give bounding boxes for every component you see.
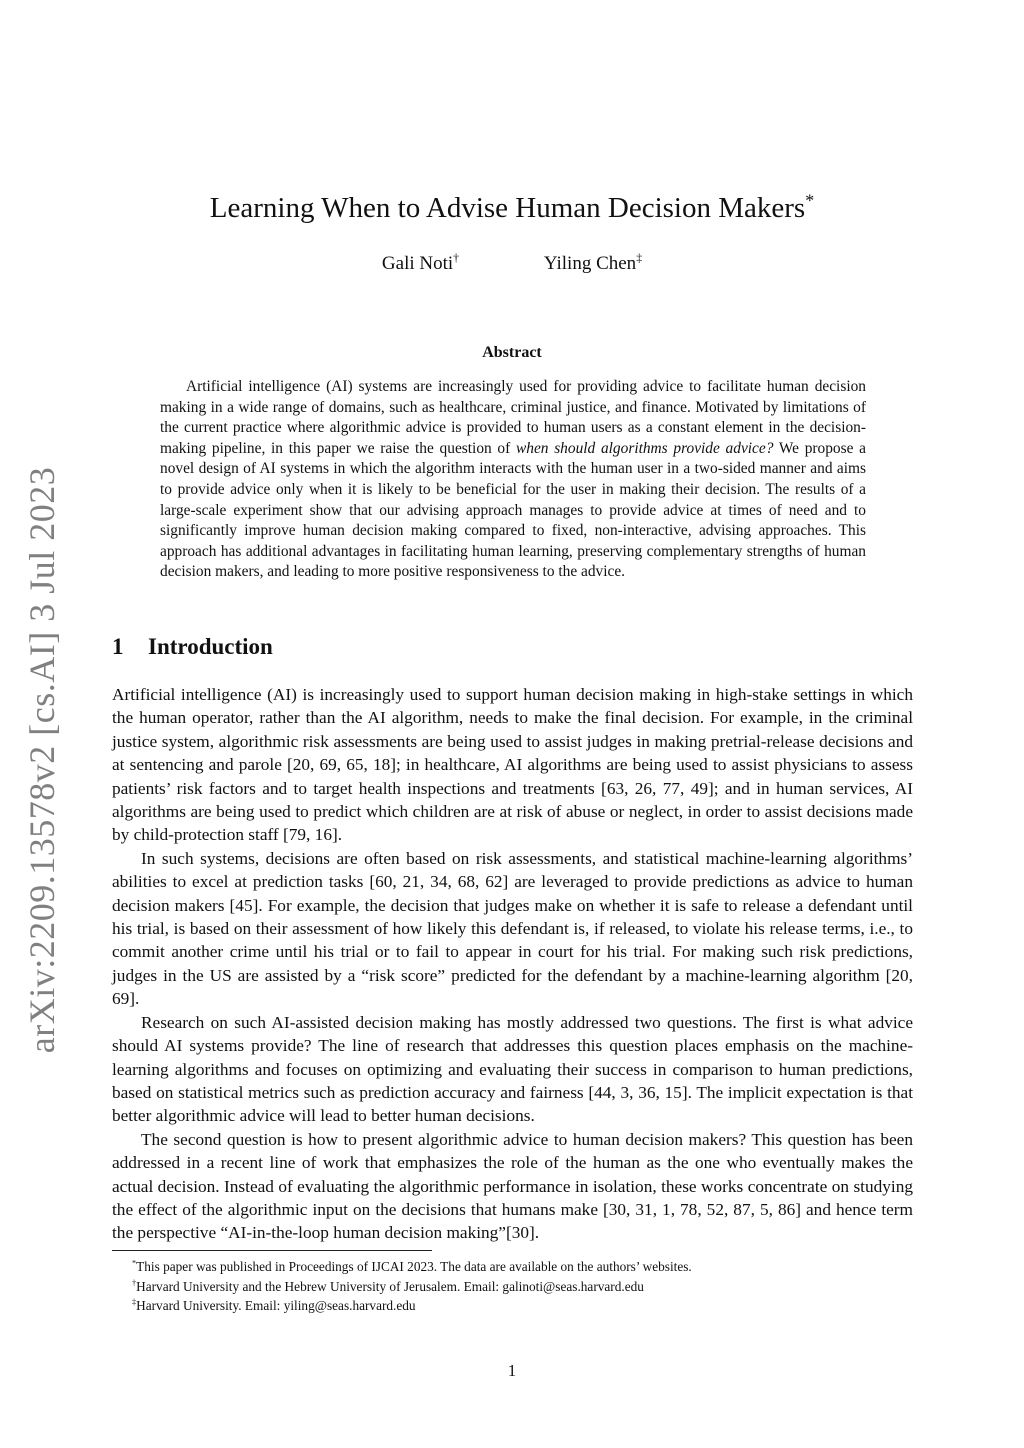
arxiv-identifier: arXiv:2209.13578v2 [cs.AI] 3 Jul 2023: [22, 466, 62, 1054]
introduction-body: [112, 683, 913, 1245]
footnote-mark: †: [132, 1278, 137, 1288]
section-heading: [112, 634, 273, 660]
footnote: [112, 1277, 913, 1297]
author-name: [382, 253, 459, 275]
abstract-heading: Abstract: [482, 344, 542, 361]
page-number: 1: [507, 1361, 517, 1380]
footnote: [112, 1296, 913, 1316]
paragraph: In such systems, decisions are often based on risk assessments, and statistical machine-learning algorithms’ abilities to excel at prediction tasks [60, 21, 34, 68, 62] are leveraged to provide predictions as advice to human decision makers [45]. For example, the decision that judges make on whether it is safe to release a defendant until his trial, is based on their assessment of how likely this defendant is, if released, to violate his release terms, i.e., to commit another crime until his trial or to fail to appear in court for his trial. For making such risk predictions, judges in the US are assisted by a “risk score” predicted for the defendant by a machine-learning algorithm [20, 69].: [112, 848, 913, 1009]
paragraph: The second question is how to present algorithmic advice to human decision makers? This question has been addressed in a recent line of work that emphasizes the role of the human as the one who eventually makes the actual decision. Instead of evaluating the algorithmic performance in isolation, these works concentrate on studying the effect of the algorithmic input on the decisions that humans make [30, 31, 1, 78, 52, 87, 5, 86] and hence term the perspective “AI-in-the-loop human decision making”[30].: [112, 1129, 913, 1243]
author-name-text: Gali Noti: [381, 253, 454, 274]
footnotes: [112, 1257, 913, 1316]
abstract-emphasis: when should algorithms provide advice?: [515, 439, 774, 457]
footnote-text: Harvard University. Email: yiling@seas.harvard.edu: [136, 1298, 416, 1313]
paragraph: Research on such AI-assisted decision making has mostly addressed two questions. The first is what advice should AI systems provide? The line of research that addresses this question places emphasis on the machine-learning algorithms and focuses on optimizing and evaluating their success in comparison to human predictions, based on statistical metrics such as prediction accuracy and fairness [44, 3, 36, 15]. The implicit expectation is that better algorithmic advice will lead to better human decisions.: [112, 1012, 913, 1126]
author-footnote-mark: †: [453, 251, 460, 265]
footnote-text: Harvard University and the Hebrew University of Jerusalem. Email: galinoti@seas.harvard.edu: [136, 1278, 644, 1294]
footnote-divider: [112, 1250, 432, 1251]
paragraph: Artificial intelligence (AI) is increasingly used to support human decision making in high-stake settings in which the human operator, rather than the AI algorithm, needs to make the final decision. For example, in the criminal justice system, algorithmic risk assessments are being used to assist judges in making pretrial-release decisions and at sentencing and parole [20, 69, 65, 18]; in healthcare, AI algorithms are being used to assist physicians to assess patients’ risk factors and to target health inspections and treatments [63, 26, 77, 49]; and in human services, AI algorithms are being used to predict which children are at risk of abuse or neglect, in order to assist decisions made by child-protection staff [79, 16].: [112, 685, 913, 845]
footnote-text: This paper was published in Proceedings of IJCAI 2023. The data are available on the authors’ websites.: [136, 1259, 692, 1274]
footnote: [112, 1257, 913, 1277]
abstract-body: [160, 377, 866, 583]
title-text: Learning When to Advise Human Decision Makers: [209, 192, 806, 224]
section-title: Introduction: [148, 634, 273, 659]
footnote-mark: *: [132, 1258, 137, 1268]
author-name: [544, 253, 642, 275]
paper-title: [0, 192, 1024, 225]
author-name-text: Yiling Chen: [543, 253, 637, 274]
section-number: 1: [112, 634, 124, 659]
abstract-text-after: We propose a novel design of AI systems in which the algorithm interacts with the human user in a two-sided manner and aims to provide advice only when it is likely to be beneficial for the user in making their decision. The results of a large-scale experiment show that our advising approach manages to provide advice at times of need and to significantly improve human decision making compared to fixed, non-interactive, advising approaches. This approach has additional advantages in facilitating human learning, preserving complementary strengths of human decision makers, and leading to more positive responsiveness to the advice.: [160, 439, 866, 581]
author-footnote-mark: ‡: [636, 251, 643, 265]
title-footnote-mark: *: [805, 190, 815, 211]
abstract-text-before: Artificial intelligence (AI) systems are increasingly used for providing advice to facilitate human decision making in a wide range of domains, such as healthcare, criminal justice, and finance. Motivated by limitations of the current practice where algorithmic advice is provided to human users as a constant element in the decision-making pipeline, in this paper we raise the question of: [160, 378, 866, 457]
author-list: [0, 253, 1024, 275]
footnote-mark: ‡: [132, 1297, 137, 1307]
